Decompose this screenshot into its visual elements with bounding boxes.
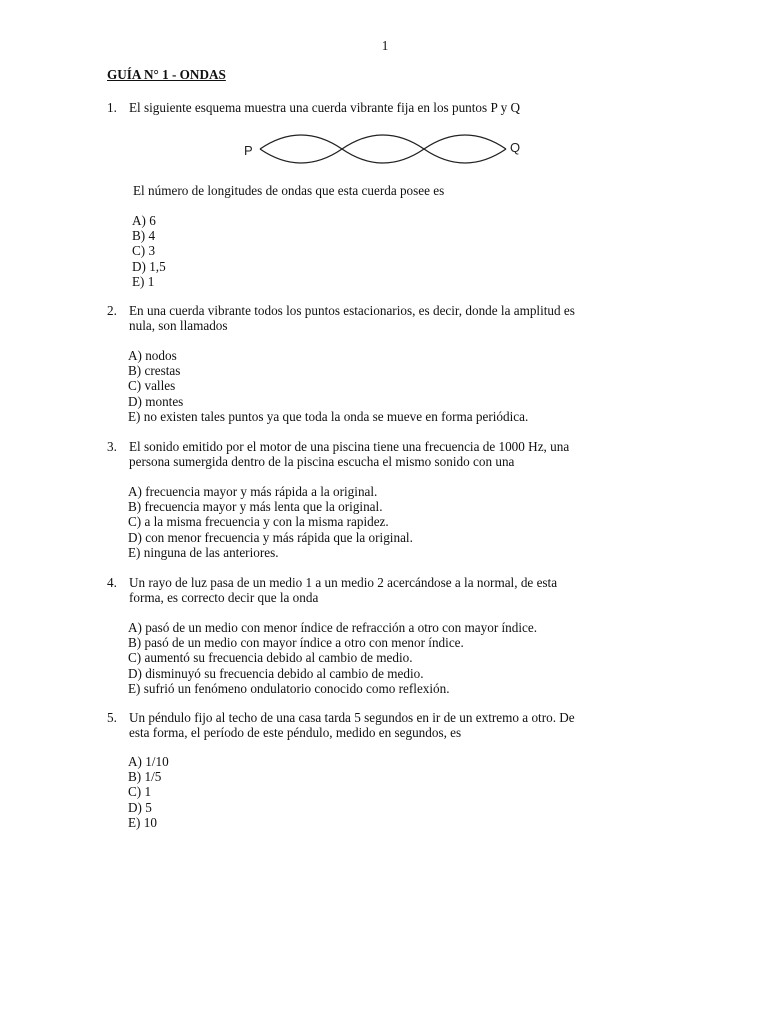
answer-option: A) pasó de un medio con menor índice de refracción a otro con mayor índice. xyxy=(128,620,538,635)
point-q-label: Q xyxy=(510,140,521,155)
question-text xyxy=(129,303,667,333)
question-text xyxy=(129,439,667,469)
answer-option: A) 6 xyxy=(132,213,156,228)
answer-option: A) 1/10 xyxy=(128,754,169,769)
question-number: 3. xyxy=(107,439,117,454)
answer-option: B) 4 xyxy=(132,228,156,244)
page-number: 1 xyxy=(381,38,389,53)
question-line: esta forma, el período de este péndulo, medido en segundos, es xyxy=(129,725,462,741)
answer-option: E) 10 xyxy=(128,814,157,830)
answer-option: E) 1 xyxy=(132,273,155,289)
answer-options xyxy=(132,213,166,289)
answer-option: C) valles xyxy=(128,378,176,394)
question-5 xyxy=(107,710,667,740)
point-p-label: P xyxy=(244,143,253,158)
answer-option: C) 1 xyxy=(128,784,152,800)
answer-option: D) 5 xyxy=(128,799,152,815)
answer-option: E) ninguna de las anteriores. xyxy=(128,544,279,560)
question-4 xyxy=(107,575,667,605)
answer-options xyxy=(128,484,413,560)
question-3 xyxy=(107,439,667,469)
answer-option: D) disminuyó su frecuencia debido al cambio de medio. xyxy=(128,665,424,681)
question-line: nula, son llamados xyxy=(129,318,228,334)
answer-option: C) 3 xyxy=(132,243,156,259)
question-line: forma, es correcto decir que la onda xyxy=(129,590,319,606)
question-line: persona sumergida dentro de la piscina escucha el mismo sonido con una xyxy=(129,454,515,470)
answer-option: A) nodos xyxy=(128,348,177,363)
question-line: En una cuerda vibrante todos los puntos estacionarios, es decir, donde la amplitud es xyxy=(129,303,575,318)
question-2 xyxy=(107,303,667,333)
answer-option: D) 1,5 xyxy=(132,258,166,274)
question-1-subtext: El número de longitudes de ondas que esta cuerda posee es xyxy=(133,183,445,198)
answer-option: B) frecuencia mayor y más lenta que la original. xyxy=(128,499,383,515)
question-number: 2. xyxy=(107,303,117,318)
answer-options xyxy=(128,754,169,830)
question-line: Un péndulo fijo al techo de una casa tarda 5 segundos en ir de un extremo a otro. De xyxy=(129,710,575,725)
answer-option: C) aumentó su frecuencia debido al cambio de medio. xyxy=(128,650,413,666)
vibrating-string-figure xyxy=(240,128,530,172)
wave-lower-curve xyxy=(260,149,506,163)
question-line: Un rayo de luz pasa de un medio 1 a un medio 2 acercándose a la normal, de esta xyxy=(129,575,558,590)
question-text xyxy=(129,575,667,605)
answer-option: E) no existen tales puntos ya que toda la onda se mueve en forma periódica. xyxy=(128,408,529,424)
answer-option: B) 1/5 xyxy=(128,769,162,785)
question-text xyxy=(129,710,667,740)
answer-option: E) sufrió un fenómeno ondulatorio conocido como reflexión. xyxy=(128,680,450,696)
answer-option: A) frecuencia mayor y más rápida a la original. xyxy=(128,484,378,499)
answer-options xyxy=(128,348,528,424)
question-line: El siguiente esquema muestra una cuerda vibrante fija en los puntos P y Q xyxy=(129,100,521,115)
question-number: 5. xyxy=(107,710,117,725)
answer-option: C) a la misma frecuencia y con la misma rapidez. xyxy=(128,514,389,530)
question-1 xyxy=(107,100,667,115)
document-title: GUÍA N° 1 - ONDAS xyxy=(107,67,226,82)
question-number: 4. xyxy=(107,575,117,590)
question-text xyxy=(129,100,667,115)
answer-option: D) montes xyxy=(128,393,184,409)
question-line: El sonido emitido por el motor de una piscina tiene una frecuencia de 1000 Hz, una xyxy=(129,439,570,454)
question-number: 1. xyxy=(107,100,117,115)
wave-upper-curve xyxy=(260,135,506,149)
answer-options xyxy=(128,620,537,696)
answer-option: D) con menor frecuencia y más rápida que la original. xyxy=(128,529,413,545)
answer-option: B) pasó de un medio con mayor índice a otro con menor índice. xyxy=(128,635,464,651)
answer-option: B) crestas xyxy=(128,363,181,379)
